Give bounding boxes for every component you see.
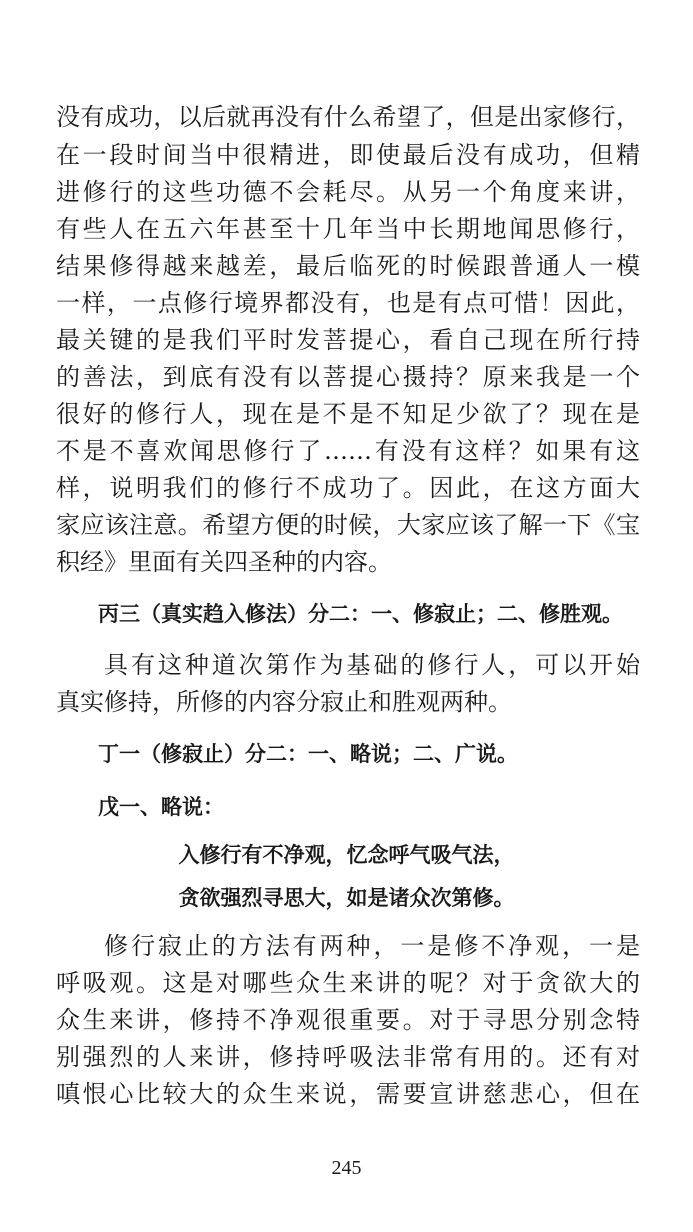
verse-line: 贪欲强烈寻思大，如是诸众次第修。 — [178, 886, 515, 910]
body-line: 修行寂止的方法有两种，一是修不净观，一是 — [104, 932, 640, 960]
subsection-heading: 丁一（修寂止）分二：一、略说；二、广说。 — [98, 742, 518, 766]
verse-line: 入修行有不净观，忆念呼气吸气法， — [178, 843, 515, 867]
body-line: 嗔恨心比较大的众生来说，需要宣讲慈悲心，但在 — [56, 1080, 640, 1108]
body-line: 在一段时间当中很精进，即使最后没有成功，但精 — [56, 141, 640, 169]
page-number: 245 — [331, 1157, 362, 1179]
subsubsection-heading: 戊一、略说： — [98, 795, 224, 819]
body-line: 的善法，到底有没有以菩提心摄持？原来我是一个 — [56, 363, 640, 391]
body-line: 一样，一点修行境界都没有，也是有点可惜！因此， — [56, 289, 640, 317]
body-line: 真实修持，所修的内容分寂止和胜观两种。 — [56, 688, 512, 716]
body-line: 样，说明我们的修行不成功了。因此，在这方面大 — [56, 474, 640, 502]
body-line: 家应该注意。希望方便的时候，大家应该了解一下《宝 — [56, 511, 640, 539]
body-line: 积经》里面有关四圣种的内容。 — [56, 548, 392, 576]
body-line: 不是不喜欢闻思修行了……有没有这样？如果有这 — [56, 437, 640, 465]
body-line: 很好的修行人，现在是不是不知足少欲了？现在是 — [56, 400, 640, 428]
section-heading: 丙三（真实趋入修法）分二：一、修寂止；二、修胜观。 — [98, 602, 623, 626]
body-line: 别强烈的人来讲，修持呼吸法非常有用的。还有对 — [56, 1043, 640, 1071]
body-line: 结果修得越来越差，最后临死的时候跟普通人一模 — [56, 252, 640, 280]
body-line: 具有这种道次第作为基础的修行人，可以开始 — [104, 651, 640, 679]
body-line: 最关键的是我们平时发菩提心，看自己现在所行持 — [56, 326, 640, 354]
body-line: 有些人在五六年甚至十几年当中长期地闻思修行， — [56, 215, 640, 243]
body-line: 进修行的这些功德不会耗尽。从另一个角度来讲， — [56, 178, 640, 206]
body-line: 众生来讲，修持不净观很重要。对于寻思分别念特 — [56, 1006, 640, 1034]
body-line: 没有成功，以后就再没有什么希望了，但是出家修行， — [56, 103, 640, 131]
body-line: 呼吸观。这是对哪些众生来讲的呢？对于贪欲大的 — [56, 969, 640, 997]
